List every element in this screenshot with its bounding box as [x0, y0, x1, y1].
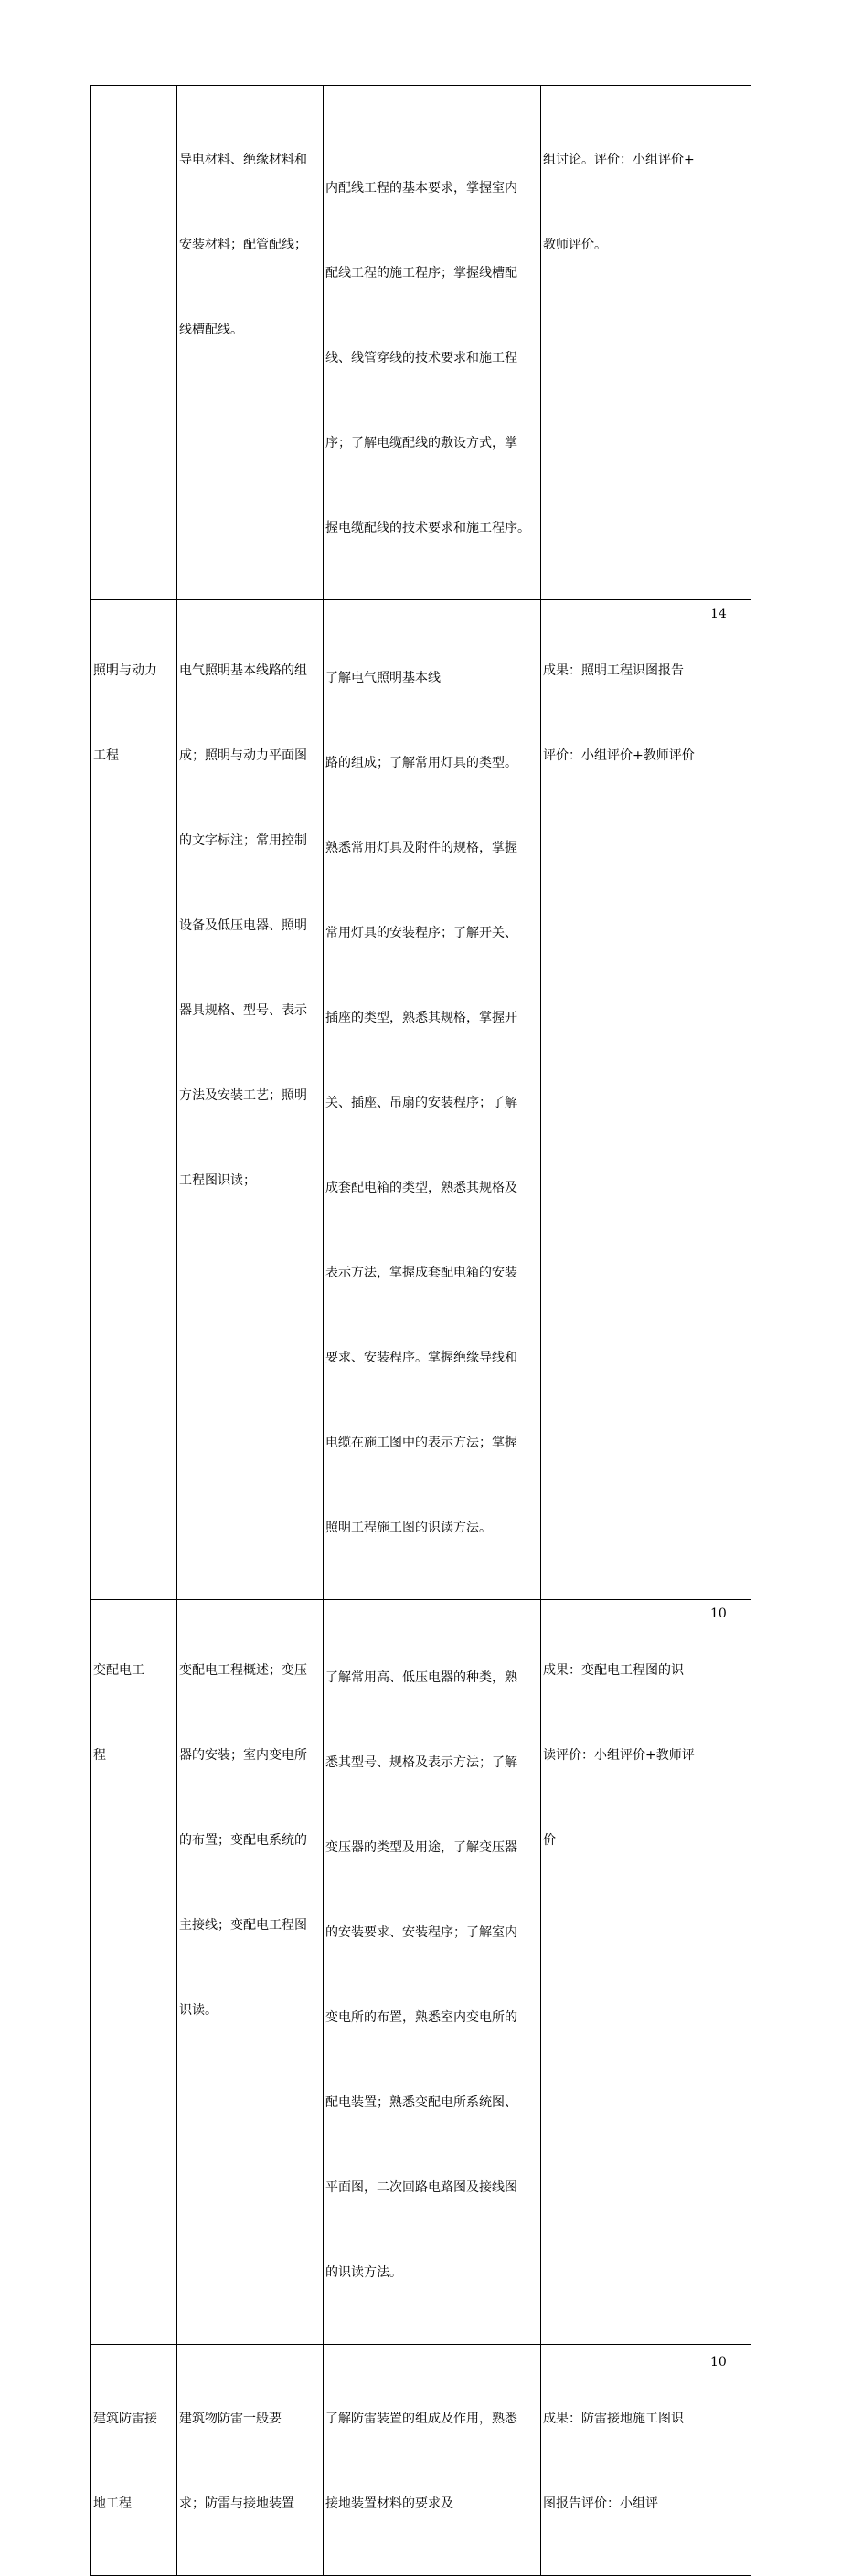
requirements-line: 路的组成；了解常用灯具的类型。 [325, 756, 517, 770]
requirements-line: 插座的类型，熟悉其规格，掌握开 [325, 1011, 517, 1025]
module-cell [91, 1600, 177, 2345]
evaluation-cell [541, 1600, 708, 2345]
content-line: 安装材料；配管配线； [179, 238, 307, 252]
content-line: 建筑物防雷一般要 [179, 2412, 282, 2426]
requirements-line: 要求、安装程序。掌握绝缘导线和 [325, 1351, 517, 1365]
hours-value [708, 86, 751, 90]
content-cell [177, 600, 324, 1600]
hours-cell [708, 86, 751, 600]
requirements-line: 的识读方法。 [325, 2265, 402, 2280]
module-name: 变配电工 [93, 1663, 144, 1678]
hours-value: 10 [710, 1606, 727, 1621]
module-cell [91, 86, 177, 600]
requirements-line: 电缆在施工图中的表示方法；掌握 [325, 1436, 517, 1450]
content-line: 器具规格、型号、表示 [179, 1003, 307, 1018]
requirements-line: 配线工程的施工程序；掌握线槽配 [325, 266, 517, 281]
evaluation-line: 评价：小组评价+教师评价 [543, 748, 695, 763]
evaluation-line: 读评价：小组评价+教师评 [543, 1748, 695, 1763]
requirements-line: 变压器的类型及用途，了解变压器 [325, 1840, 517, 1855]
table-row [91, 1600, 751, 2345]
requirements-cell [324, 86, 541, 600]
requirements-line: 平面图，二次回路电路图及接线图 [325, 2180, 517, 2195]
content-line: 导电材料、绝缘材料和 [179, 153, 307, 167]
requirements-line: 序；了解电缆配线的敷设方式，掌 [325, 436, 517, 451]
module-name: 建筑防雷接 [93, 2412, 157, 2426]
module-cell [91, 2345, 177, 2576]
content-line: 方法及安装工艺；照明 [179, 1088, 307, 1103]
requirements-cell [324, 2345, 541, 2576]
requirements-line: 了解常用高、低压电器的种类，熟 [325, 1670, 517, 1685]
requirements-line: 线、线管穿线的技术要求和施工程 [325, 351, 517, 366]
requirements-line: 成套配电箱的类型，熟悉其规格及 [325, 1181, 517, 1195]
evaluation-line: 图报告评价：小组评 [543, 2496, 658, 2511]
content-line: 的文字标注；常用控制 [179, 833, 307, 848]
evaluation-cell [541, 86, 708, 600]
requirements-line: 的安装要求、安装程序；了解室内 [325, 1925, 517, 1940]
requirements-line: 熟悉常用灯具及附件的规格，掌握 [325, 841, 517, 855]
content-line: 成；照明与动力平面图 [179, 748, 307, 763]
evaluation-line: 成果：照明工程识图报告 [543, 663, 684, 678]
requirements-line: 内配线工程的基本要求，掌握室内 [325, 181, 517, 196]
evaluation-cell [541, 2345, 708, 2576]
requirements-line: 照明工程施工图的识读方法。 [325, 1521, 492, 1535]
hours-cell [708, 1600, 751, 2345]
requirements-line: 表示方法，掌握成套配电箱的安装 [325, 1266, 517, 1280]
hours-cell [708, 2345, 751, 2576]
content-cell [177, 1600, 324, 2345]
requirements-line: 接地装置材料的要求及 [325, 2496, 453, 2511]
module-name: 地工程 [93, 2496, 132, 2511]
evaluation-line: 组讨论。评价：小组评价+ [543, 153, 695, 167]
module-name: 工程 [93, 748, 119, 763]
table-row [91, 2345, 751, 2576]
evaluation-line: 成果：防雷接地施工图识 [543, 2412, 684, 2426]
requirements-line: 了解防雷装置的组成及作用，熟悉 [325, 2412, 517, 2426]
content-line: 识读。 [179, 2003, 218, 2018]
content-cell [177, 86, 324, 600]
requirements-line: 关、插座、吊扇的安装程序；了解 [325, 1096, 517, 1110]
requirements-line: 常用灯具的安装程序；了解开关、 [325, 926, 517, 940]
evaluation-line: 价 [543, 1833, 556, 1848]
requirements-line: 配电装置；熟悉变配电所系统图、 [325, 2095, 517, 2110]
content-cell [177, 2345, 324, 2576]
evaluation-line: 成果：变配电工程图的识 [543, 1663, 684, 1678]
requirements-line: 握电缆配线的技术要求和施工程序。 [325, 521, 530, 535]
course-table [90, 85, 751, 2576]
table-row [91, 86, 751, 600]
requirements-line: 悉其型号、规格及表示方法；了解 [325, 1755, 517, 1770]
content-line: 求；防雷与接地装置 [179, 2496, 294, 2511]
content-line: 变配电工程概述；变压 [179, 1663, 307, 1678]
module-name: 照明与动力 [93, 663, 157, 678]
module-cell [91, 600, 177, 1600]
module-name: 程 [93, 1748, 106, 1763]
hours-value: 10 [710, 2355, 727, 2369]
requirements-cell [324, 600, 541, 1600]
content-line: 工程图识读； [179, 1173, 256, 1188]
evaluation-line: 教师评价。 [543, 238, 607, 252]
evaluation-cell [541, 600, 708, 1600]
content-line: 电气照明基本线路的组 [179, 663, 307, 678]
content-line: 线槽配线。 [179, 323, 243, 337]
hours-cell [708, 600, 751, 1600]
content-line: 设备及低压电器、照明 [179, 918, 307, 933]
content-line: 的布置；变配电系统的 [179, 1833, 307, 1848]
requirements-line: 了解电气照明基本线 [325, 671, 441, 685]
table-row [91, 600, 751, 1600]
content-line: 主接线；变配电工程图 [179, 1918, 307, 1933]
requirements-line: 变电所的布置，熟悉室内变电所的 [325, 2010, 517, 2025]
requirements-cell [324, 1600, 541, 2345]
content-line: 器的安装；室内变电所 [179, 1748, 307, 1763]
hours-value: 14 [710, 607, 727, 621]
